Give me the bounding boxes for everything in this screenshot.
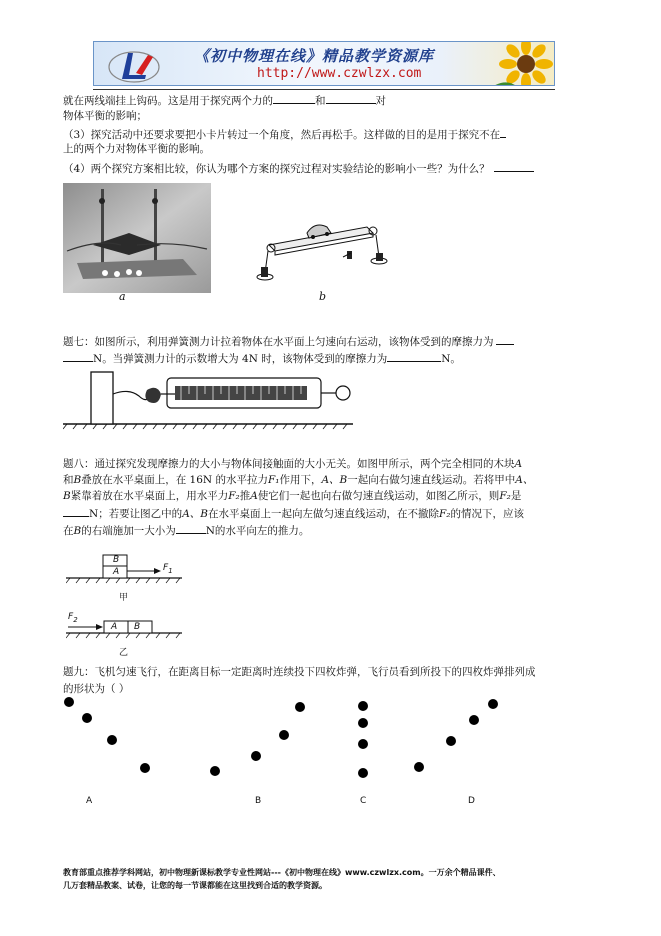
figure-a-caption: a bbox=[119, 290, 126, 303]
site-logo-icon bbox=[106, 45, 162, 85]
q6-part4-line: （4）两个探究方案相比较，你认为哪个方案的探究过程对实验结论的影响小一些？为什么？ bbox=[63, 161, 534, 176]
block-a-label-jia: A bbox=[113, 567, 120, 577]
intro-line-2: 物体平衡的影响； bbox=[63, 110, 147, 122]
q7-line-1: 题七：如图所示，利用弹簧测力计拉着物体在水平面上匀速向右运动，该物体受到的摩擦力为 bbox=[63, 334, 514, 349]
q7-line-2: N。当弹簧测力计的示数增大为 4N 时，该物体受到的摩擦力为 N。 bbox=[63, 351, 461, 366]
option-a-bomb bbox=[64, 697, 74, 707]
q8-line-3: B紧靠着放在水平桌面上，用水平力F₂推A使它们一起也向右做匀速直线运动，如图乙所示，则F₂是 bbox=[63, 490, 522, 502]
figure-yi-side-blocks bbox=[66, 612, 186, 644]
option-d-bomb bbox=[414, 762, 424, 772]
q8-line-2: 和B叠放在水平桌面上，在 16N 的水平拉力F₁作用下，A、B一起向右做匀速直线运动。若将甲中A、 bbox=[63, 474, 534, 486]
block-b-label-jia: B bbox=[113, 555, 120, 565]
option-b-bomb bbox=[295, 702, 305, 712]
figure-b-diagram bbox=[255, 215, 395, 295]
option-b-bomb bbox=[251, 751, 261, 761]
option-a-bomb bbox=[82, 713, 92, 723]
block-a-label-yi: A bbox=[111, 622, 118, 632]
figure-jia-caption: 甲 bbox=[119, 593, 129, 603]
figure-a-photo bbox=[63, 183, 211, 293]
figure-b-caption: b bbox=[319, 290, 327, 303]
figure-yi-caption: 乙 bbox=[119, 648, 129, 658]
option-b-bomb bbox=[210, 766, 220, 776]
footer-line-1: 教育部重点推荐学科网站，初中物理新课标教学专业性网站---《初中物理在线》www.czwlzx.com。一万余个精品课件、 bbox=[63, 868, 501, 877]
option-c-bomb bbox=[358, 739, 368, 749]
option-c-bomb bbox=[358, 768, 368, 778]
header-rule bbox=[93, 89, 555, 90]
q6-part3-line-1: （3）探究活动中还要求要把小卡片转过一个角度，然后再松手。这样做的目的是用于探究不在 bbox=[63, 127, 506, 142]
q8-line-1: 题八：通过探究发现摩擦力的大小与物体间接触面的大小无关。如图甲所示，两个完全相同的木块A bbox=[63, 458, 523, 470]
header-banner bbox=[93, 41, 555, 86]
option-d-label[interactable]: D bbox=[468, 796, 475, 806]
sunflower-icon bbox=[494, 41, 555, 86]
footer-line-2: 几万套精品教案、试卷，让您的每一节课都能在这里找到合适的教学资源。 bbox=[63, 881, 327, 890]
option-d-bomb bbox=[488, 699, 498, 709]
option-c-bomb bbox=[358, 701, 368, 711]
force-f1-label: $F_1$ bbox=[163, 563, 173, 575]
block-b-label-yi: B bbox=[134, 622, 141, 632]
option-d-bomb bbox=[446, 736, 456, 746]
q9-line-2: 的形状为（ ） bbox=[63, 683, 130, 695]
option-d-bomb bbox=[469, 715, 479, 725]
option-c-bomb bbox=[358, 718, 368, 728]
option-b-bomb bbox=[279, 730, 289, 740]
bomb-pattern-options bbox=[60, 694, 510, 784]
banner-title: 《初中物理在线》精品教学资源库 bbox=[194, 47, 435, 65]
q9-line-1: 题九：飞机匀速飞行，在距离目标一定距离时连续投下四枚炸弹，飞行员看到所投下的四枚炸弹排列成 bbox=[63, 666, 536, 678]
banner-url[interactable]: http://www.czwlzx.com bbox=[257, 66, 422, 81]
option-c-label[interactable]: C bbox=[360, 796, 367, 806]
option-a-bomb bbox=[140, 763, 150, 773]
q6-part3-line-2: 上的两个力对物体平衡的影响。 bbox=[63, 143, 210, 155]
intro-line-1: 就在两线端挂上钩码。这是用于探究两个力的 和 对 bbox=[63, 95, 386, 107]
spring-scale-figure bbox=[63, 368, 353, 430]
option-a-bomb bbox=[107, 735, 117, 745]
option-a-label[interactable]: A bbox=[86, 796, 93, 806]
q8-line-5: 在B的右端施加一大小为 N的水平向左的推力。 bbox=[63, 525, 310, 537]
q8-line-4: N；若要让图乙中的A、B在水平桌面上一起向左做匀速直线运动，在不撤除F₂的情况下，应该 bbox=[63, 506, 524, 521]
option-b-label[interactable]: B bbox=[255, 796, 262, 806]
force-f2-label: $F_2$ bbox=[68, 612, 78, 624]
